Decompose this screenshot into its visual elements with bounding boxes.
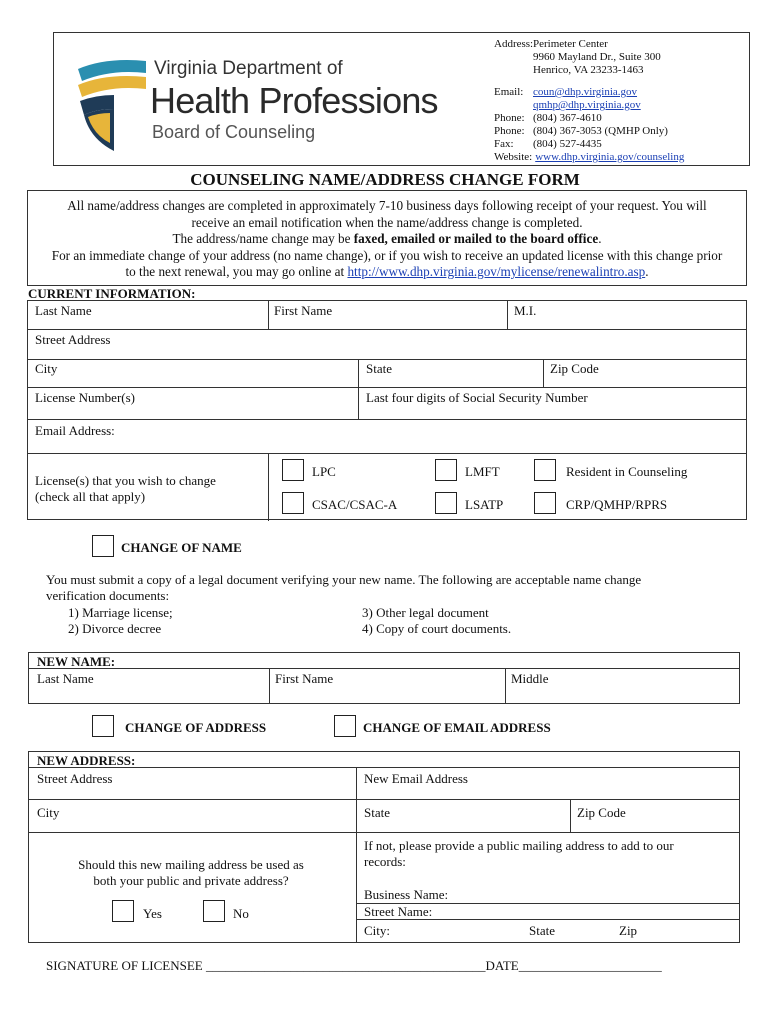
lpc-label: LPC [312, 464, 336, 479]
change-of-address-checkbox[interactable] [92, 715, 114, 737]
new-address-header: NEW ADDRESS: [37, 753, 136, 768]
doc-court-documents: 4) Copy of court documents. [362, 621, 512, 636]
current-city-label: City [35, 361, 58, 376]
licenses-prompt-line1: License(s) that you wish to change [35, 473, 216, 488]
phone-label: Phone: [494, 112, 525, 124]
signature-field[interactable]: ___________________________________________ [205, 958, 486, 973]
intro-line-1: All name/address changes are completed in approximately 7-10 business days following receipt of your request. You will [67, 198, 707, 213]
phone-qmhp: (804) 367-3053 (QMHP Only) [533, 125, 668, 137]
lmft-checkbox[interactable] [435, 459, 457, 481]
street-name-label: Street Name: [364, 904, 433, 919]
board-name: Board of Counseling [152, 122, 316, 142]
change-of-email-checkbox[interactable] [334, 715, 356, 737]
address-line-1: Perimeter Center [533, 38, 608, 50]
no-checkbox[interactable] [203, 900, 225, 922]
name-change-desc-line2: verification documents: [46, 588, 170, 603]
intro-line-4: For an immediate change of your address (no name change), or if you wish to receive an updated license with this change prior [51, 247, 723, 263]
email-label: Email: [494, 86, 524, 98]
current-last-name-label: Last Name [35, 303, 92, 318]
new-middle-label: Middle [511, 671, 549, 686]
public-city-label: City: [364, 923, 391, 938]
new-street-label: Street Address [37, 771, 113, 786]
no-label: No [233, 906, 249, 921]
crp-label: CRP/QMHP/RPRS [566, 497, 668, 512]
yes-checkbox[interactable] [112, 900, 134, 922]
lpc-checkbox[interactable] [282, 459, 304, 481]
public-zip-label: Zip [619, 923, 638, 938]
fax-number: (804) 527-4435 [533, 138, 602, 150]
new-last-name-label: Last Name [37, 671, 94, 686]
new-name-table [28, 652, 740, 704]
intro-line-5: to the next renewal, you may go online at http://www.dhp.virginia.gov/mylicense/renewalintro.asp. [125, 264, 649, 279]
form-title: COUNSELING NAME/ADDRESS CHANGE FORM [190, 170, 580, 189]
change-of-email-label: CHANGE OF EMAIL ADDRESS [363, 720, 551, 735]
resident-label: Resident in Counseling [566, 464, 688, 479]
if-not-line1: If not, please provide a public mailing address to add to our [364, 838, 674, 853]
csac-label: CSAC/CSAC-A [312, 497, 398, 512]
yes-label: Yes [143, 906, 162, 921]
dhp-logo-icon [76, 55, 152, 153]
crp-checkbox[interactable] [534, 492, 556, 514]
signature-label: SIGNATURE OF LICENSEE [46, 958, 206, 973]
current-mi-label: M.I. [514, 303, 537, 318]
name-change-desc-line1: You must submit a copy of a legal document verifying your new name. The following are acceptable name change [46, 572, 642, 587]
lmft-label: LMFT [465, 464, 500, 479]
org-name-line2: Health Professions [150, 80, 438, 121]
if-not-line2: records: [364, 854, 406, 869]
current-zip-label: Zip Code [550, 361, 599, 376]
change-of-name-label: CHANGE OF NAME [121, 540, 242, 555]
new-name-header: NEW NAME: [37, 654, 116, 669]
phone-label-2: Phone: [494, 125, 525, 137]
date-field[interactable]: ______________________ [518, 958, 662, 973]
doc-divorce-decree: 2) Divorce decree [68, 621, 162, 636]
email-link-qmhp[interactable]: qmhp@dhp.virginia.gov [533, 99, 641, 111]
doc-other-legal: 3) Other legal document [362, 605, 489, 620]
current-state-label: State [366, 361, 392, 376]
address-line-3: Henrico, VA 23233-1463 [533, 64, 644, 76]
new-city-label: City [37, 805, 60, 820]
signature-line [46, 958, 662, 974]
public-private-question-line2: both your public and private address? [93, 873, 289, 888]
address-label: Address: [494, 38, 534, 50]
intro-line-2: receive an email notification when the name/address change is completed. [191, 214, 583, 230]
date-label: DATE [485, 958, 519, 973]
website-link[interactable]: www.dhp.virginia.gov/counseling [535, 151, 685, 163]
lsatp-label: LSATP [465, 497, 504, 512]
license-number-label: License Number(s) [35, 390, 135, 405]
fax-label: Fax: [494, 138, 514, 150]
new-email-label: New Email Address [364, 771, 468, 786]
email-link-coun[interactable]: coun@dhp.virginia.gov [533, 86, 638, 98]
licenses-prompt-line2: (check all that apply) [35, 489, 146, 504]
current-email-label: Email Address: [35, 423, 115, 438]
current-info-header: CURRENT INFORMATION: [28, 286, 196, 301]
website-label: Website: [494, 151, 533, 163]
change-of-name-checkbox[interactable] [92, 535, 114, 557]
contact-block [494, 38, 746, 164]
new-state-label: State [364, 805, 390, 820]
phone-main: (804) 367-4610 [533, 112, 602, 124]
public-private-question-line1: Should this new mailing address be used as [78, 857, 304, 872]
org-name-line1: Virginia Department of [154, 58, 343, 79]
intro-instructions [27, 190, 747, 286]
address-line-2: 9960 Mayland Dr., Suite 300 [533, 51, 661, 63]
csac-checkbox[interactable] [282, 492, 304, 514]
renewal-link[interactable]: http://www.dhp.virginia.gov/mylicense/renewalintro.asp [347, 264, 646, 279]
business-name-label: Business Name: [364, 887, 449, 902]
current-street-label: Street Address [35, 332, 111, 347]
lsatp-checkbox[interactable] [435, 492, 457, 514]
ssn-last4-label: Last four digits of Social Security Number [366, 390, 588, 405]
doc-marriage-license: 1) Marriage license; [68, 605, 173, 620]
current-first-name-label: First Name [274, 303, 333, 318]
resident-checkbox[interactable] [534, 459, 556, 481]
change-of-address-label: CHANGE OF ADDRESS [125, 720, 267, 735]
new-zip-label: Zip Code [577, 805, 626, 820]
public-state-label: State [529, 923, 555, 938]
new-first-name-label: First Name [275, 671, 334, 686]
intro-line-3: The address/name change may be faxed, emailed or mailed to the board office. [172, 231, 602, 246]
